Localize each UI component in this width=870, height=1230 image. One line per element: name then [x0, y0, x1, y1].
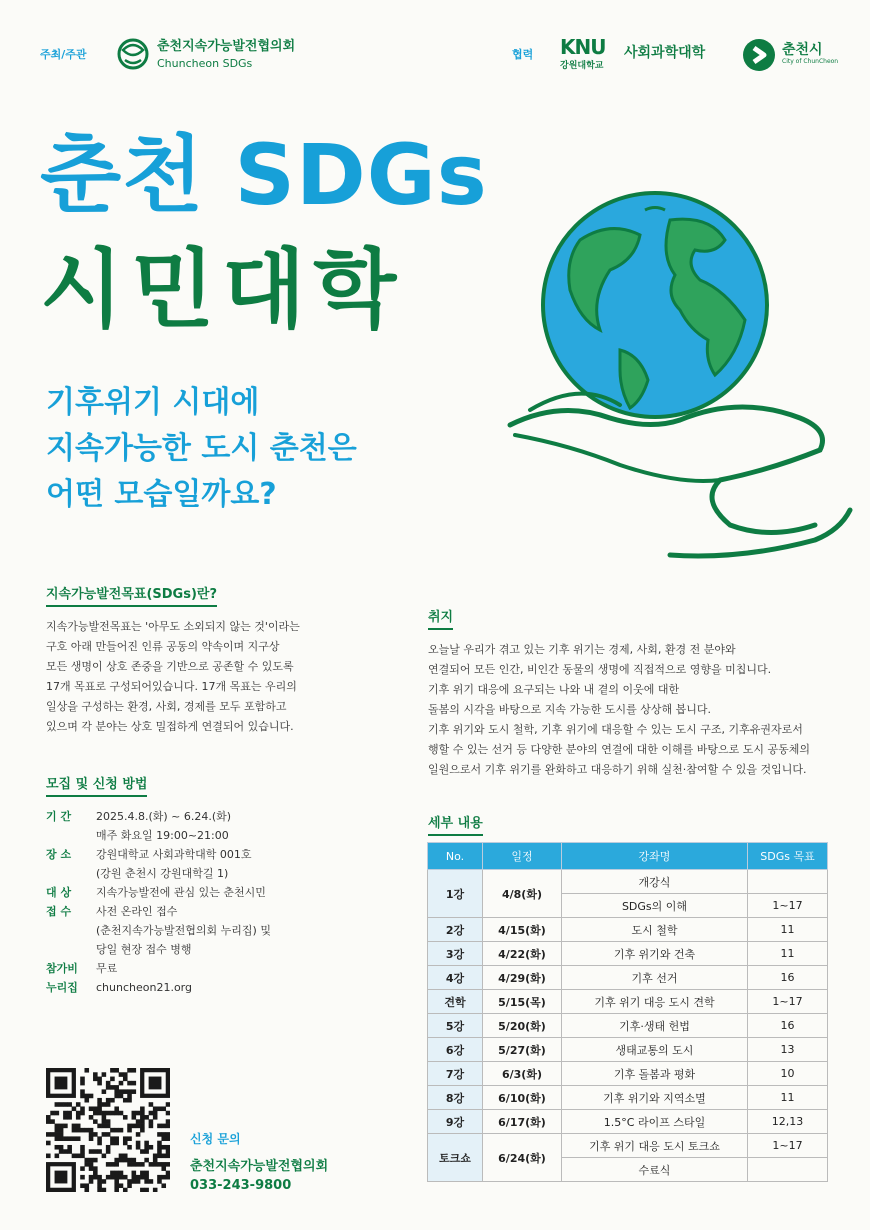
- recruit-value: 사전 온라인 접수: [96, 905, 178, 918]
- sdgs-body-line: 모든 생명이 상호 존중을 기반으로 공존할 수 있도록: [46, 660, 294, 673]
- session-no: 5강: [428, 1014, 483, 1038]
- session-title: 기후 위기와 건축: [562, 942, 748, 966]
- recruit-value: 무료: [96, 962, 118, 975]
- session-title: 개강식: [562, 870, 748, 894]
- session-date: 5/27(화): [483, 1038, 562, 1062]
- recruit-row-fee: [46, 959, 406, 978]
- recruit-key: 접 수: [46, 905, 72, 918]
- tagline-line-1: 기후위기 시대에: [46, 385, 260, 420]
- session-date: 4/29(화): [483, 966, 562, 990]
- schedule-table: [427, 842, 828, 1182]
- host-label: 주최/주관: [40, 48, 87, 61]
- recruit-value: 당일 현장 접수 병행: [96, 943, 192, 956]
- session-title: 수료식: [562, 1158, 748, 1182]
- session-no: 견학: [428, 990, 483, 1014]
- purpose-body-line: 연결되어 모든 인간, 비인간 동물의 생명에 직접적으로 영향을 미칩니다.: [428, 663, 772, 676]
- recruit-key: 누리집: [46, 981, 78, 994]
- session-no: 1강: [428, 870, 483, 918]
- table-row: [428, 1014, 828, 1038]
- recruit-row-apply: [46, 902, 406, 959]
- recruit-value: 강원대학교 사회과학대학 001호: [96, 848, 252, 861]
- session-goal: 16: [748, 1014, 828, 1038]
- column-header: 강좌명: [562, 843, 748, 870]
- recruit-row-period: [46, 807, 406, 845]
- knu-college: 사회과학대학: [624, 45, 706, 61]
- contact-phone: 033-243-9800: [190, 1178, 292, 1193]
- table-row: [428, 870, 828, 894]
- session-title: 1.5°C 라이프 스타일: [562, 1110, 748, 1134]
- tagline-line-3: 어떤 모습일까요?: [46, 477, 277, 512]
- chuncheon-city-logo-icon: [742, 38, 776, 72]
- knu-logo-sub: 강원대학교: [560, 61, 604, 71]
- session-title: SDGs의 이해: [562, 894, 748, 918]
- session-goal: [748, 870, 828, 894]
- sdgs-body-line: 구호 아래 만들어진 인류 공동의 약속이며 지구상: [46, 640, 280, 653]
- session-date: 6/17(화): [483, 1110, 562, 1134]
- recruit-section: [46, 773, 406, 997]
- sdgs-body-line: 있으며 각 분야는 상호 밀접하게 연결되어 있습니다.: [46, 720, 294, 733]
- session-goal: 1~17: [748, 990, 828, 1014]
- session-date: 6/3(화): [483, 1062, 562, 1086]
- table-row: [428, 1134, 828, 1158]
- knu-logo-text: KNU: [560, 35, 606, 59]
- globe-hand-illustration: [470, 180, 860, 580]
- table-header-row: [428, 843, 828, 870]
- purpose-body-line: 일원으로서 기후 위기를 완화하고 대응하기 위해 실천·참여할 수 있을 것입니다.: [428, 763, 807, 776]
- tagline: [46, 380, 357, 518]
- host-org-name-en: Chuncheon SDGs: [157, 57, 253, 70]
- table-row: [428, 966, 828, 990]
- table-row: [428, 1038, 828, 1062]
- schedule-heading: 세부 내용: [428, 812, 483, 836]
- table-row: [428, 1086, 828, 1110]
- column-header: 일정: [483, 843, 562, 870]
- recruit-value: 2025.4.8.(화) ~ 6.24.(화): [96, 810, 232, 823]
- recruit-value: 매주 화요일 19:00~21:00: [96, 829, 229, 842]
- chuncheon-sdgs-logo-icon: [115, 36, 151, 72]
- table-row: [428, 990, 828, 1014]
- session-date: 5/20(화): [483, 1014, 562, 1038]
- recruit-row-place: [46, 845, 406, 883]
- column-header: No.: [428, 843, 483, 870]
- session-no: 9강: [428, 1110, 483, 1134]
- session-date: 4/22(화): [483, 942, 562, 966]
- session-date: 6/10(화): [483, 1086, 562, 1110]
- knu-logo: [560, 36, 605, 71]
- city-name-en: City of ChunCheon: [782, 58, 839, 65]
- session-no: 3강: [428, 942, 483, 966]
- recruit-row-target: [46, 883, 406, 902]
- session-title: 기후 위기 대응 도시 토크쇼: [562, 1134, 748, 1158]
- session-title: 기후·생태 헌법: [562, 1014, 748, 1038]
- qr-code[interactable]: [46, 1068, 170, 1192]
- session-date: 5/15(목): [483, 990, 562, 1014]
- session-goal: 13: [748, 1038, 828, 1062]
- purpose-body-line: 기후 위기 대응에 요구되는 나와 내 곁의 이웃에 대한: [428, 683, 680, 696]
- schedule-section: [428, 812, 483, 836]
- session-goal: [748, 1158, 828, 1182]
- session-goal: 11: [748, 918, 828, 942]
- column-header: SDGs 목표: [748, 843, 828, 870]
- session-title: 도시 철학: [562, 918, 748, 942]
- session-no: 토크쇼: [428, 1134, 483, 1182]
- session-goal: 1~17: [748, 1134, 828, 1158]
- sdgs-section: [46, 583, 406, 737]
- session-no: 8강: [428, 1086, 483, 1110]
- contact-section: [190, 1130, 328, 1193]
- purpose-body-line: 기후 위기와 도시 철학, 기후 위기에 대응할 수 있는 도시 구조, 기후유권자로서: [428, 723, 803, 736]
- session-title: 기후 위기 대응 도시 견학: [562, 990, 748, 1014]
- tagline-line-2: 지속가능한 도시 춘천은: [46, 431, 357, 466]
- session-goal: 11: [748, 942, 828, 966]
- sdgs-body-line: 17개 목표로 구성되어있습니다. 17개 목표는 우리의: [46, 680, 297, 693]
- website-link[interactable]: chuncheon21.org: [96, 981, 192, 994]
- purpose-body-line: 돌봄의 시각을 바탕으로 지속 가능한 도시를 상상해 봅니다.: [428, 703, 711, 716]
- session-goal: 1~17: [748, 894, 828, 918]
- recruit-row-website: [46, 978, 406, 997]
- recruit-key: 참가비: [46, 962, 78, 975]
- recruit-value: (강원 춘천시 강원대학길 1): [96, 867, 229, 880]
- session-goal: 16: [748, 966, 828, 990]
- session-date: 6/24(화): [483, 1134, 562, 1182]
- table-row: [428, 1062, 828, 1086]
- host-org-name: 춘천지속가능발전협의회: [157, 39, 296, 54]
- sdgs-body-line: 일상을 구성하는 환경, 사회, 경제를 모두 포함하고: [46, 700, 287, 713]
- table-row: [428, 942, 828, 966]
- session-no: 6강: [428, 1038, 483, 1062]
- recruit-key: 기 간: [46, 810, 72, 823]
- session-goal: 12,13: [748, 1110, 828, 1134]
- table-row: [428, 918, 828, 942]
- session-goal: 11: [748, 1086, 828, 1110]
- session-date: 4/8(화): [483, 870, 562, 918]
- recruit-key: 대 상: [46, 886, 72, 899]
- session-title: 생태교통의 도시: [562, 1038, 748, 1062]
- contact-org: 춘천지속가능발전협의회: [190, 1159, 329, 1174]
- partner-label: 협력: [512, 48, 534, 61]
- purpose-body-line: 행할 수 있는 선거 등 다양한 분야의 연결에 대한 이해를 바탕으로 도시 공동체의: [428, 743, 810, 756]
- session-no: 2강: [428, 918, 483, 942]
- session-title: 기후 선거: [562, 966, 748, 990]
- recruit-value: 지속가능발전에 관심 있는 춘천시민: [96, 886, 266, 899]
- recruit-key: 장 소: [46, 848, 72, 861]
- session-title: 기후 돌봄과 평화: [562, 1062, 748, 1086]
- sdgs-heading: 지속가능발전목표(SDGs)란?: [46, 583, 217, 607]
- purpose-heading: 취지: [428, 606, 453, 630]
- contact-heading: 신청 문의: [190, 1132, 241, 1146]
- session-no: 7강: [428, 1062, 483, 1086]
- session-date: 4/15(화): [483, 918, 562, 942]
- purpose-body-line: 오늘날 우리가 겪고 있는 기후 위기는 경제, 사회, 환경 전 분야와: [428, 643, 736, 656]
- purpose-section: [428, 606, 848, 780]
- sdgs-body-line: 지속가능발전목표는 '아무도 소외되지 않는 것'이라는: [46, 620, 300, 633]
- session-no: 4강: [428, 966, 483, 990]
- title-line-1: 춘천 SDGs: [40, 126, 488, 224]
- city-name: 춘천시: [782, 42, 823, 58]
- recruit-heading: 모집 및 신청 방법: [46, 773, 147, 797]
- recruit-value: (춘천지속가능발전협의회 누리집) 및: [96, 924, 271, 937]
- session-title: 기후 위기와 지역소멸: [562, 1086, 748, 1110]
- title-line-2: 시민대학: [40, 240, 405, 340]
- table-row: [428, 1110, 828, 1134]
- session-goal: 10: [748, 1062, 828, 1086]
